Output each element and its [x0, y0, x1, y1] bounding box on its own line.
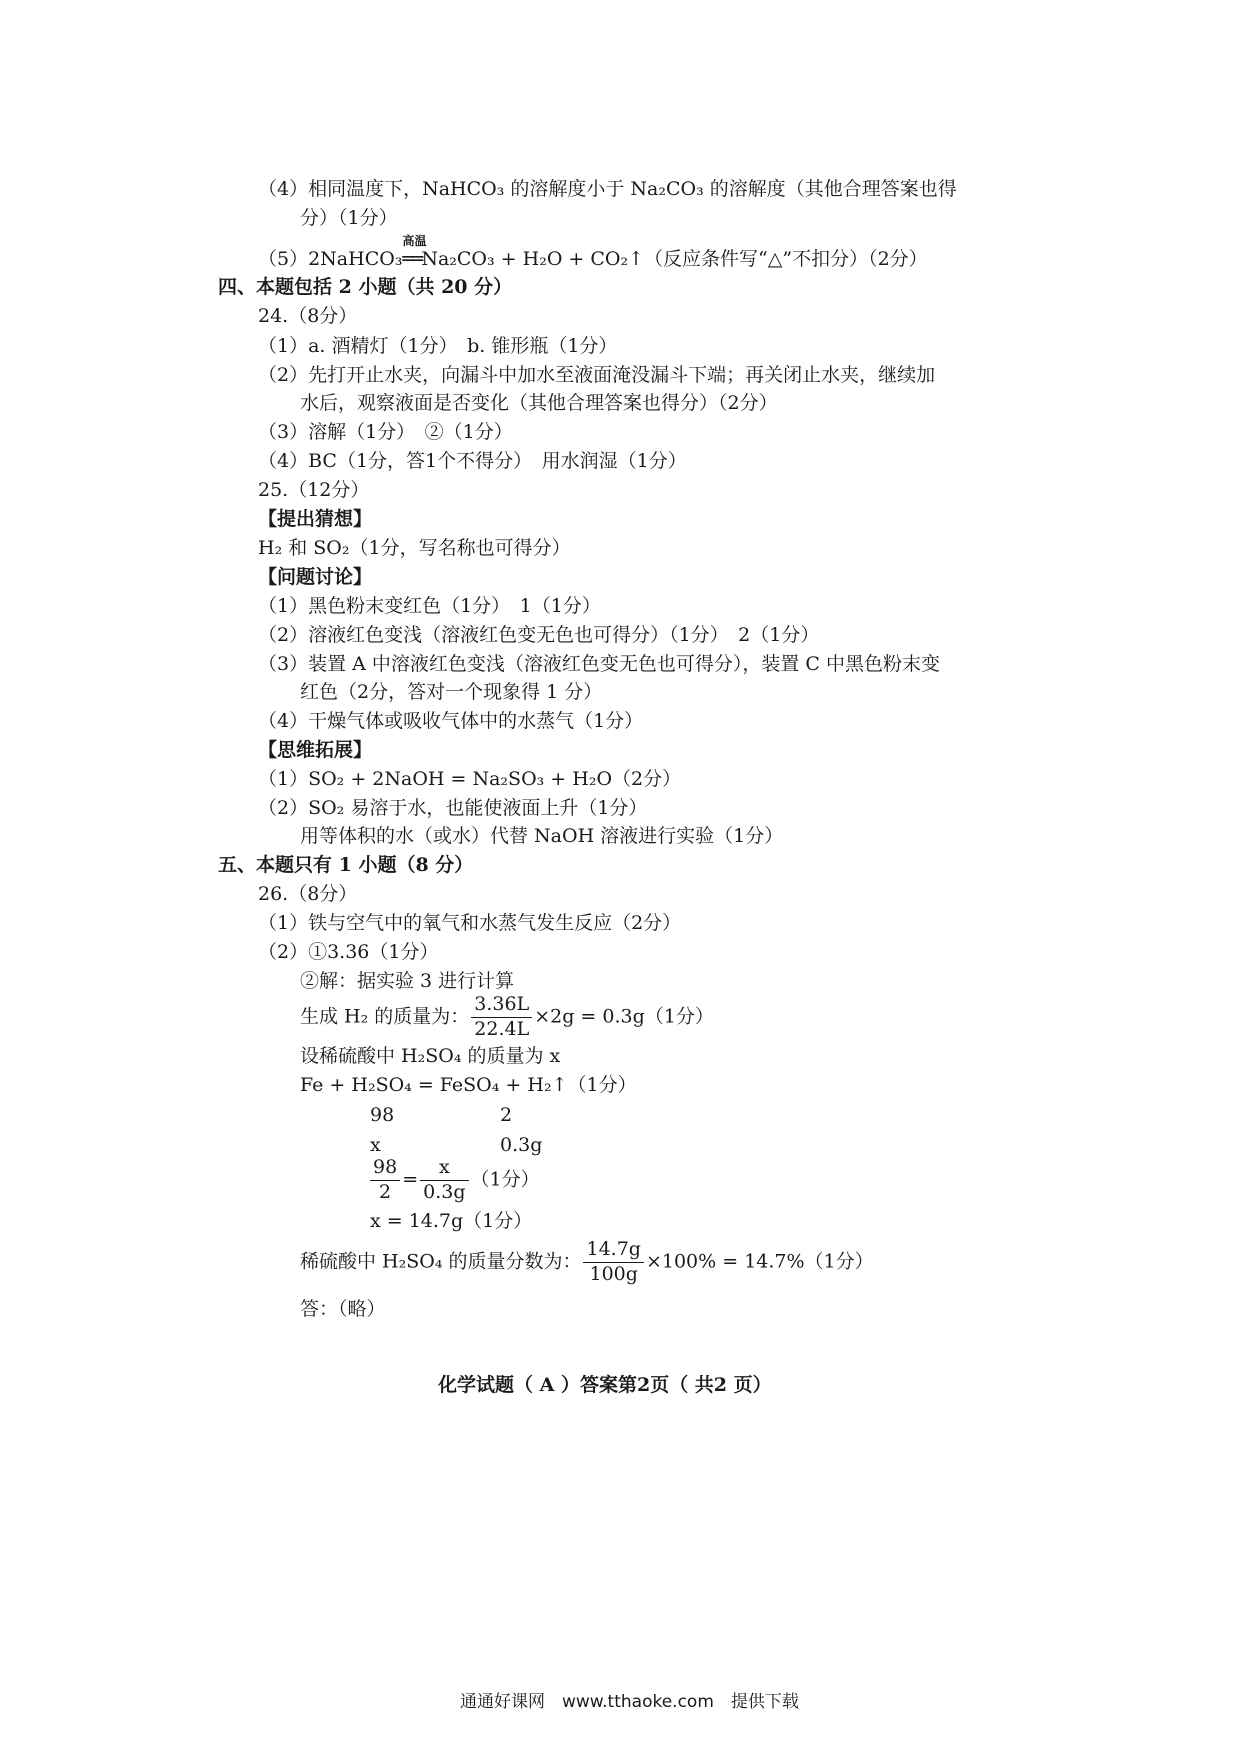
q25-discussion-3-line2: 红色（2分，答对一个现象得 1 分） [300, 681, 603, 703]
q25-discussion-2: （2）溶液红色变浅（溶液红色变无色也可得分）（1分） 2（1分） [258, 624, 820, 646]
q23-answer-5 [258, 234, 928, 270]
q25-hypothesis: H₂ 和 SO₂（1分，写名称也可得分） [258, 537, 571, 559]
q24-answer-2-line1: （2）先打开止水夹，向漏斗中加水至液面淹没漏斗下端；再关闭止水夹，继续加 [258, 364, 936, 386]
q24-answer-4: （4）BC（1分，答1个不得分） 用水润湿（1分） [258, 450, 687, 472]
q23-answer-5-products: Na₂CO₃ + H₂O + CO₂↑（反应条件写“△”不扣分）（2分） [421, 248, 928, 270]
reaction-condition-label: 高温 [402, 234, 427, 248]
proportion-right-denominator: 0.3g [423, 1180, 466, 1203]
q26-reaction-equation: Fe + H₂SO₄ = FeSO₄ + H₂↑（1分） [300, 1074, 637, 1096]
mass-fraction-numerator: 14.7g [583, 1240, 643, 1263]
section5-heading: 五、本题只有 1 小题（8 分） [218, 854, 474, 876]
q25-hypothesis-label: 【提出猜想】 [258, 508, 373, 530]
page-footer: 化学试题（ A ）答案第2页（ 共2 页） [438, 1374, 772, 1396]
h2-mass-suffix: ×2g = 0.3g（1分） [534, 1005, 714, 1028]
proportion-left-fraction [370, 1158, 400, 1203]
reaction-condition: 高温 ══ [402, 234, 427, 270]
q25-discussion-1: （1）黑色粉末变红色（1分） 1（1分） [258, 595, 601, 617]
q24-title: 24.（8分） [258, 305, 358, 327]
q25-extension-2-line2: 用等体积的水（或水）代替 NaOH 溶液进行实验（1分） [300, 825, 784, 847]
mass-fraction-prefix: 稀硫酸中 H₂SO₄ 的质量分数为： [300, 1250, 582, 1273]
site-footer: 通通好课网 www.tthaoke.com 提供下载 [460, 1692, 799, 1712]
proportion-right-fraction [420, 1158, 468, 1203]
molar-mass-fe: 98 [370, 1104, 395, 1126]
mass-fraction-denominator: 100g [589, 1262, 638, 1285]
unknown-x: x [370, 1134, 381, 1156]
molar-mass-h2: 2 [500, 1104, 513, 1126]
q25-extension-1: （1）SO₂ + 2NaOH = Na₂SO₃ + H₂O（2分） [258, 768, 682, 790]
q25-extension-label: 【思维拓展】 [258, 739, 373, 761]
proportion-right-numerator: x [420, 1158, 468, 1181]
q26-let-statement: 设稀硫酸中 H₂SO₄ 的质量为 x [300, 1045, 561, 1067]
section4-heading: 四、本题包括 2 小题（共 20 分） [218, 276, 513, 298]
q23-answer-4-line2: 分）（1分） [300, 207, 398, 229]
q23-answer-4-line1: （4）相同温度下，NaHCO₃ 的溶解度小于 Na₂CO₃ 的溶解度（其他合理答案也得 [258, 178, 957, 200]
mass-fraction-suffix: ×100% = 14.7%（1分） [645, 1250, 874, 1273]
x-result: x = 14.7g（1分） [370, 1210, 533, 1232]
q24-answer-1: （1）a. 酒精灯（1分） b. 锥形瓶（1分） [258, 335, 618, 357]
q25-title: 25.（12分） [258, 479, 370, 501]
q26-answer-1: （1）铁与空气中的氧气和水蒸气发生反应（2分） [258, 912, 682, 934]
mass-fraction-fraction [583, 1240, 643, 1285]
h2-mass-prefix: 生成 H₂ 的质量为： [300, 1005, 470, 1028]
q25-discussion-4: （4）干燥气体或吸收气体中的水蒸气（1分） [258, 710, 644, 732]
proportion-score: （1分） [470, 1168, 540, 1191]
proportion-left-denominator: 2 [379, 1180, 392, 1203]
q24-answer-3: （3）溶解（1分） ②（1分） [258, 421, 513, 443]
q26-final-answer: 答：（略） [300, 1298, 386, 1320]
h2-mass-value: 0.3g [500, 1134, 543, 1156]
mass-fraction-calculation [300, 1240, 874, 1285]
h2-fraction-denominator: 22.4L [474, 1017, 530, 1040]
q23-answer-5-reactant: （5）2NaHCO₃ [258, 248, 403, 270]
q25-discussion-label: 【问题讨论】 [258, 566, 373, 588]
h2-fraction-numerator: 3.36L [471, 995, 532, 1018]
q26-answer-2-2: ②解：据实验 3 进行计算 [300, 970, 515, 992]
proportion-left-numerator: 98 [370, 1158, 400, 1181]
q26-answer-2-1: （2）①3.36（1分） [258, 941, 439, 963]
proportion-equation [368, 1158, 540, 1203]
q25-discussion-3-line1: （3）装置 A 中溶液红色变浅（溶液红色变无色也可得分），装置 C 中黑色粉末变 [258, 653, 941, 675]
h2-fraction [471, 995, 532, 1040]
equals-sign: = [402, 1168, 419, 1191]
h2-mass-calculation [300, 995, 714, 1040]
q26-title: 26.（8分） [258, 883, 358, 905]
q25-extension-2-line1: （2）SO₂ 易溶于水，也能使液面上升（1分） [258, 797, 648, 819]
q24-answer-2-line2: 水后，观察液面是否变化（其他合理答案也得分）（2分） [300, 392, 778, 414]
